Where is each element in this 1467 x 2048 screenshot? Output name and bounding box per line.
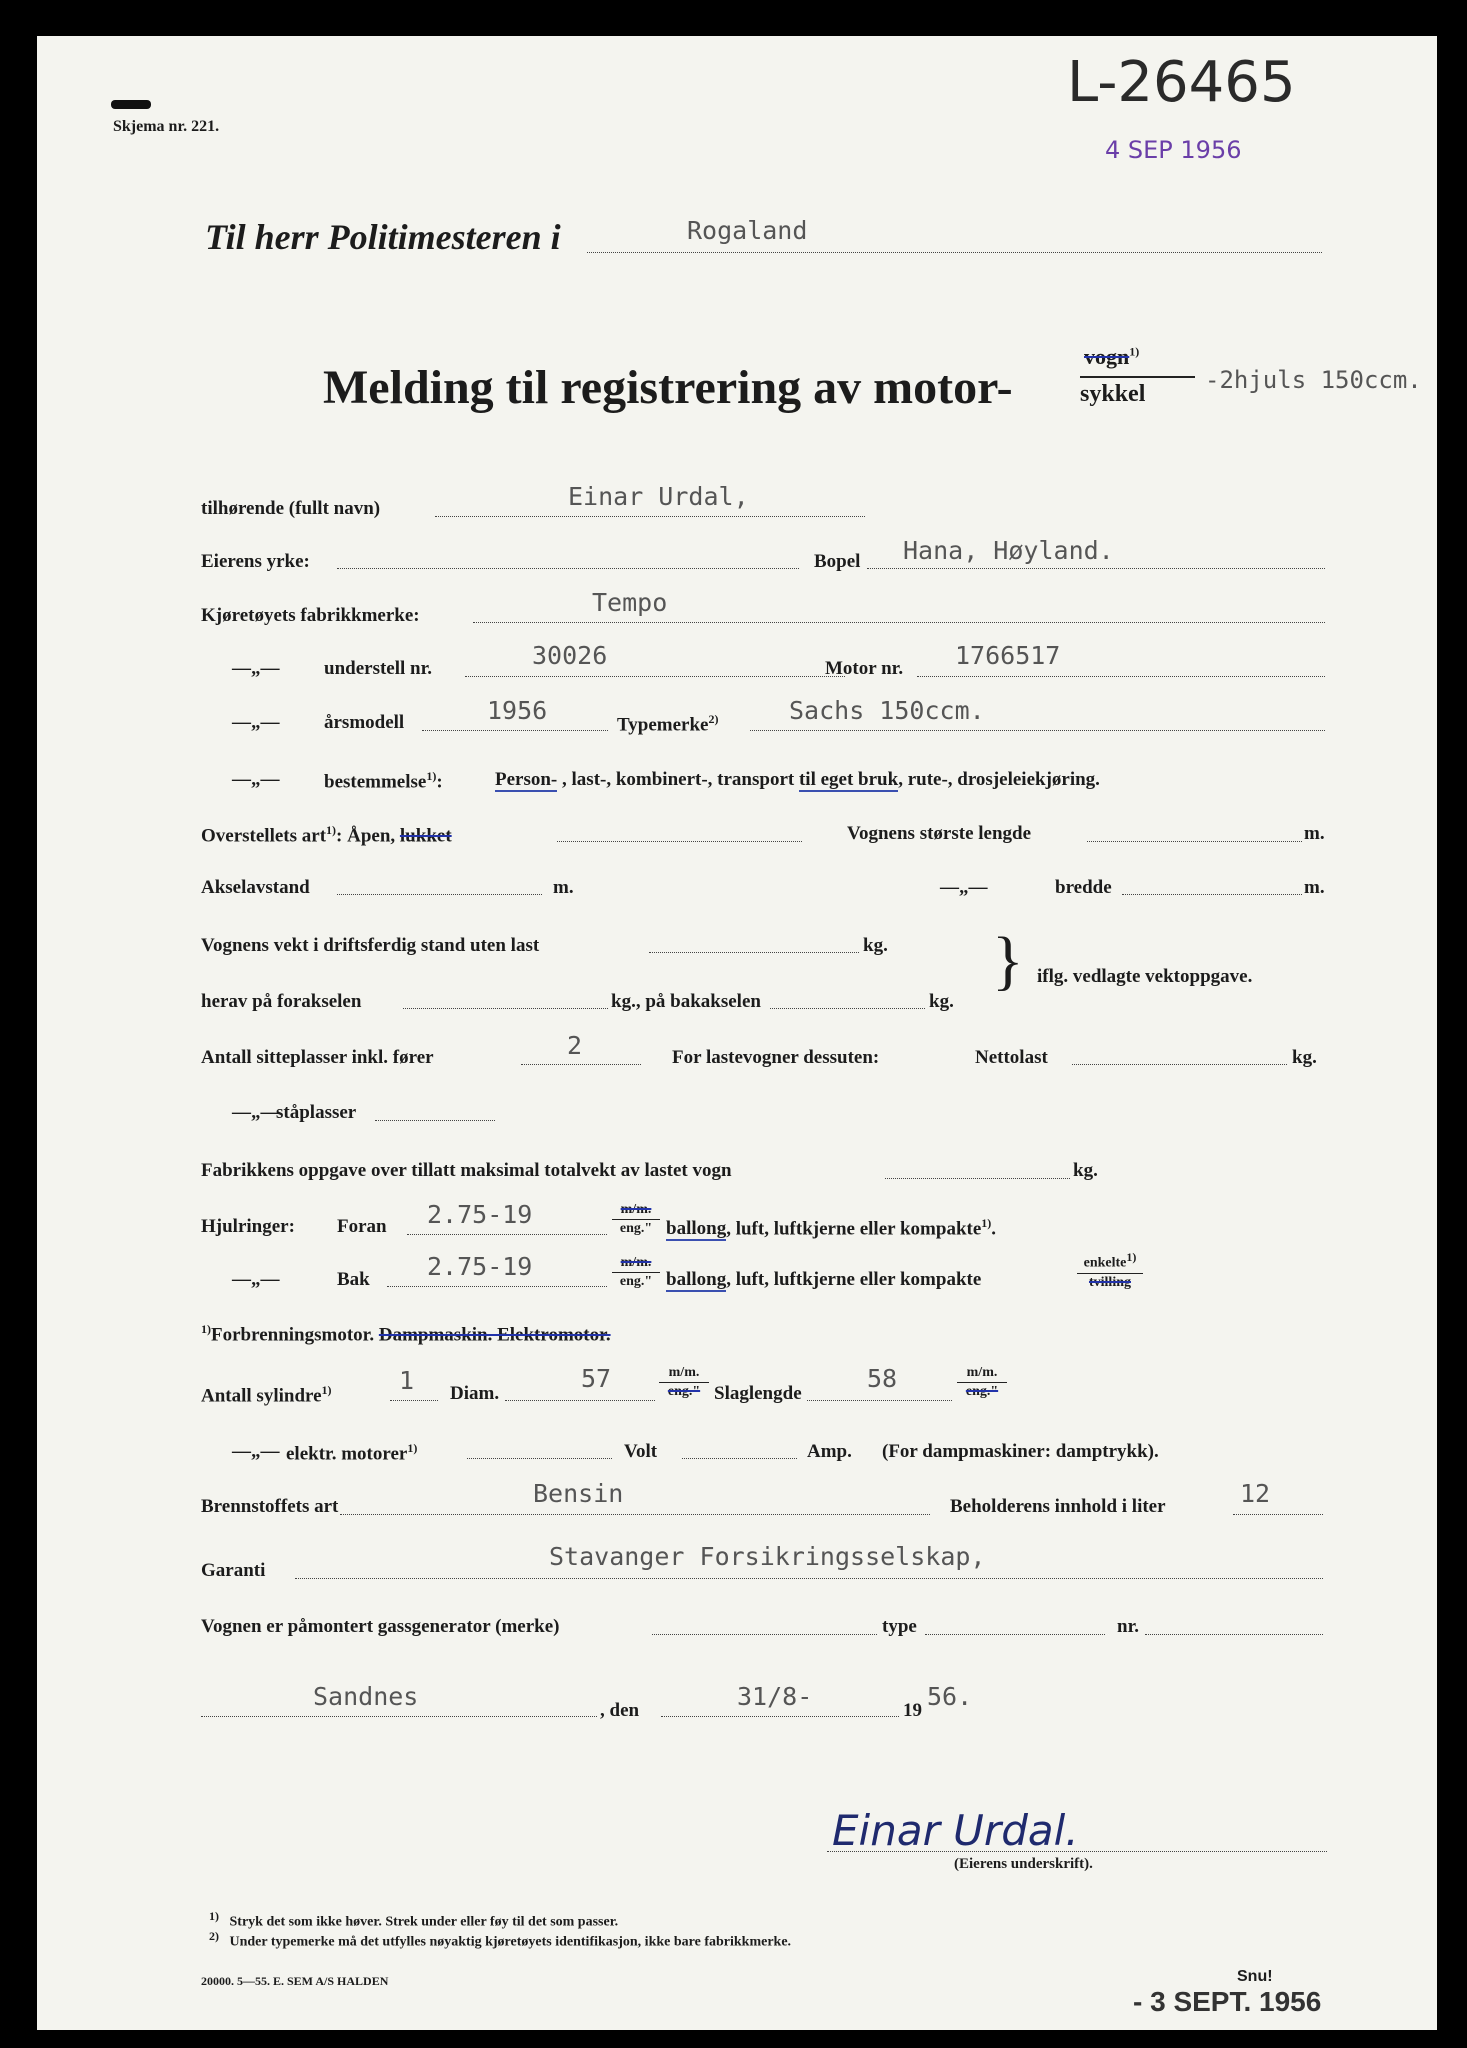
place-value[interactable]: Sandnes [313, 1682, 419, 1711]
page-title: Melding til registrering av motor- [323, 361, 1013, 414]
cylinders-value[interactable]: 1 [399, 1366, 415, 1395]
max-weight-label: Fabrikkens oppgave over tillatt maksimal totalvekt av lastet vogn [201, 1160, 732, 1181]
body-type-label: Overstellets art$^{1)}$: Åpen, lukket [201, 823, 452, 847]
year-value[interactable]: 56. [927, 1682, 973, 1711]
wheelbase-label: Akselavstand [201, 877, 310, 898]
form-page: Skjema nr. 221. L-26465 4 SEP 1956 Til herr Politimesteren i Rogaland Melding til registrering av motor- vogn$^{1)}$ sykkel -2hjuls 150ccm. tilhørende (fullt navn) Einar Urdal, Eierens yrke: Bopel Hana, Høyland. Kjøretøyets fabrikkmerke: Tempo —„— understell nr. 30026 Motor nr. 1766517 —„— årsmodell 1956 Typemerke$^{2)}$ Sachs 150ccm. —„— bestemmelse$^{1)}$: Person- , last-, kombinert-, transport til eget bruk, rute-, drosjeleiekjøring. Overstellets art$^{1)}$: Åpen, lukket Vognens største lengde m. Akselavstand m. —„— bredde m. Vognens vekt i driftsferdig stand uten last kg. } iflg. vedlagte vektoppgave. herav på forakselen kg., på bakakselen kg. Antall sitteplasser inkl. fører 2 For lastevogner dessuten: Nettolast kg. —„— ståplasser Fabrikkens oppgave over tillatt maksimal totalvekt av lastet vogn kg. Hjulringer: Foran 2.75-19 m/m. eng." ballong, luft, luftkjerne eller kompakte$^{1)}$. —„— Bak 2.75-19 m/m. eng." ballong, luft, luftkjerne eller kompakte enkelte1) tvilling $^{1)}$Forbrenningsmotor. Dampmaskin. Elektromotor. Antall sylindre$^{1)}$ 1 Diam. 57 m/m. eng." Slaglengde 58 m/m. eng." —„— elektr. motorer$^{1)}$ Volt Amp. (For dampmaskiner: damptrykk). Brennstoffets art Bensin Beholderens innhold i liter 12 Garanti Stavanger Forsikringsselskap, Vognen er påmontert gassgenerator (merke) type nr. Sandnes , den 31/8- 19 56. Einar Urdal. (Eierens underskrift). 1) Stryk det som ikke høver. Strek under eller føy til det som passer. 2) Under typemerke må det utfylles nøyaktig kjøretøyets identifikasjon, ikke bare fabrikkmerke. 20000. 5—55. E. SEM A/S HALDEN Snu! - 3 SEPT. 1956 [37, 36, 1437, 2030]
form-number: Skjema nr. 221. [113, 118, 220, 135]
electric-motors-label: elektr. motorer$^{1)}$ [286, 1441, 418, 1465]
front-axle-label: herav på forakselen [201, 991, 362, 1012]
ditto-6: —„— [232, 1269, 280, 1290]
diameter-value[interactable]: 57 [581, 1364, 612, 1393]
owner-label: tilhørende (fullt navn) [201, 498, 381, 519]
make-value[interactable]: Tempo [592, 588, 668, 617]
type-label: Typemerke$^{2)}$ [617, 712, 719, 736]
chassis-value[interactable]: 30026 [532, 641, 608, 670]
cylinders-label: Antall sylindre$^{1)}$ [201, 1383, 332, 1407]
owner-value[interactable]: Einar Urdal, [568, 482, 749, 511]
date-value[interactable]: 31/8- [737, 1682, 813, 1711]
ditto-4: —„— [940, 877, 988, 898]
engine-kind: $^{1)}$Forbrenningsmotor. Dampmaskin. Elektromotor. [201, 1322, 611, 1346]
rear-axle-label: kg., på bakakselen [611, 991, 761, 1012]
fuel-label: Brennstoffets art [201, 1496, 339, 1517]
tyres-rear-kinds: ballong, luft, luftkjerne eller kompakte [666, 1269, 982, 1290]
fuel-value[interactable]: Bensin [533, 1479, 624, 1508]
gas-type-label: type [882, 1616, 917, 1637]
addressee-label: Til herr Politimesteren i [205, 217, 561, 257]
seats-label: Antall sitteplasser inkl. fører [201, 1047, 434, 1068]
tyres-front-kinds: ballong, luft, luftkjerne eller kompakte$^{1)}$. [666, 1216, 997, 1240]
net-load-label: Nettolast [975, 1047, 1048, 1068]
make-label: Kjøretøyets fabrikkmerke: [201, 605, 420, 626]
title-vogn: vogn$^{1)}$ [1084, 344, 1140, 369]
model-year-value[interactable]: 1956 [487, 696, 548, 725]
year-prefix: 19 [903, 1700, 922, 1721]
ditto-2: —„— [232, 712, 280, 733]
vehicle-class[interactable]: -2hjuls 150ccm. [1205, 366, 1422, 394]
weight-note: iflg. vedlagte vektoppgave. [1037, 966, 1253, 987]
print-info: 20000. 5—55. E. SEM A/S HALDEN [201, 1974, 389, 1988]
diameter-label: Diam. [450, 1383, 500, 1404]
tyres-rear-value[interactable]: 2.75-19 [427, 1252, 533, 1281]
brace: } [992, 924, 1024, 997]
tyres-front-value[interactable]: 2.75-19 [427, 1200, 533, 1229]
stroke-value[interactable]: 58 [867, 1364, 898, 1393]
residence-value[interactable]: Hana, Høyland. [903, 536, 1114, 565]
gas-generator-label: Vognen er påmontert gassgenerator (merke) [201, 1616, 560, 1637]
seats-value[interactable]: 2 [567, 1031, 583, 1060]
gas-nr-label: nr. [1117, 1616, 1140, 1637]
stroke-label: Slaglengde [714, 1383, 802, 1404]
chassis-label: understell nr. [324, 658, 433, 679]
insurance-label: Garanti [201, 1560, 266, 1581]
occupation-label: Eierens yrke: [201, 551, 310, 572]
standing-label: ståplasser [276, 1102, 357, 1123]
purpose-options: Person- , last-, kombinert-, transport til eget bruk, rute-, drosjeleiekjøring. [495, 769, 1100, 790]
truck-label: For lastevogner dessuten: [672, 1047, 880, 1068]
footnote-1: 1) Stryk det som ikke høver. Strek under eller føy til det som passer. [209, 1909, 619, 1930]
tank-value[interactable]: 12 [1240, 1479, 1271, 1508]
ditto-7: —„— [232, 1441, 280, 1462]
ditto-3: —„— [232, 769, 280, 790]
ditto-5: —„— [232, 1102, 280, 1123]
model-year-label: årsmodell [324, 712, 405, 733]
owner-signature: Einar Urdal. [832, 1806, 1079, 1855]
steam-note: (For dampmaskiner: damptrykk). [882, 1441, 1159, 1462]
width-label: bredde [1055, 877, 1112, 898]
ink-mark [111, 100, 151, 109]
addressee-value[interactable]: Rogaland [687, 216, 808, 245]
received-stamp: 4 SEP 1956 [1105, 136, 1242, 164]
volt-label: Volt [624, 1441, 658, 1462]
footnote-2: 2) Under typemerke må det utfylles nøyaktig kjøretøyets identifikasjon, ikke bare fabrikkmerke. [209, 1929, 792, 1950]
file-number: L-26465 [1067, 50, 1296, 115]
motor-no-label: Motor nr. [825, 658, 904, 679]
turn-over: Snu! [1237, 1968, 1273, 1985]
ditto-1: —„— [232, 658, 280, 679]
title-sykkel: sykkel [1080, 381, 1146, 407]
tyres-rear-label: Bak [337, 1269, 370, 1290]
tyres-label: Hjulringer: [201, 1216, 295, 1237]
weight-label: Vognens vekt i driftsferdig stand uten last [201, 935, 540, 956]
tyres-front-label: Foran [337, 1216, 387, 1237]
type-value[interactable]: Sachs 150ccm. [789, 696, 985, 725]
purpose-label: bestemmelse$^{1)}$: [324, 769, 443, 793]
residence-label: Bopel [814, 551, 861, 572]
tank-label: Beholderens innhold i liter [950, 1496, 1166, 1517]
motor-no-value[interactable]: 1766517 [955, 641, 1061, 670]
insurance-value[interactable]: Stavanger Forsikringsselskap, [549, 1542, 986, 1571]
amp-label: Amp. [807, 1441, 852, 1462]
date-label: , den [600, 1700, 640, 1721]
date-stamp: - 3 SEPT. 1956 [1133, 1986, 1322, 2017]
length-label: Vognens største lengde [847, 823, 1032, 844]
signature-caption: (Eierens underskrift). [954, 1856, 1093, 1872]
